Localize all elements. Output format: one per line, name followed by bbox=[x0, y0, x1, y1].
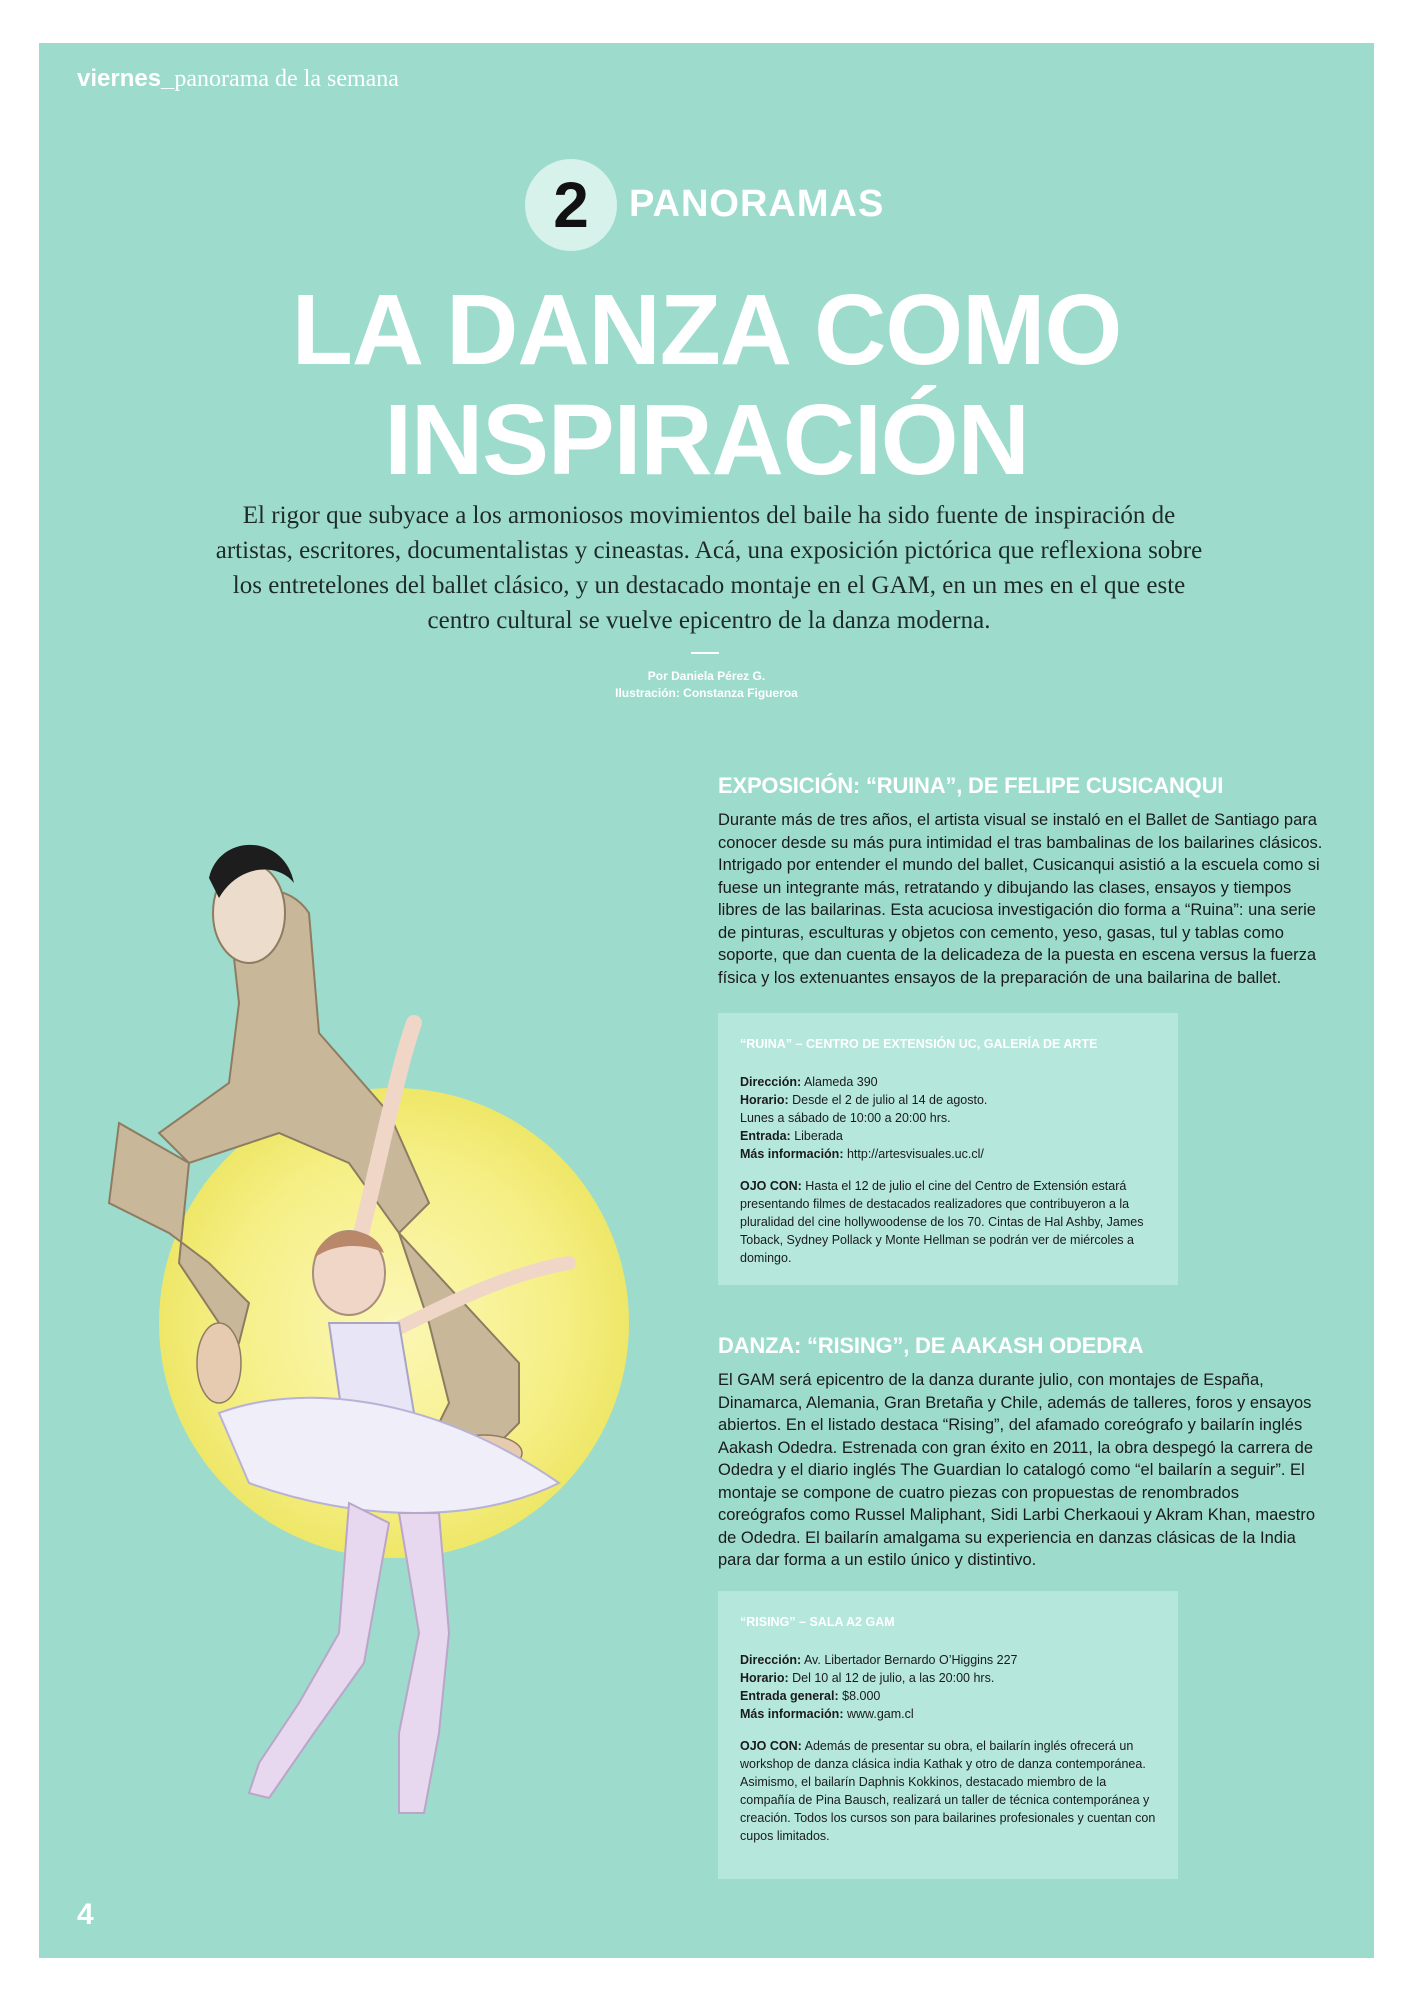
label-info: Más información: bbox=[740, 1147, 844, 1161]
value-entrada: Liberada bbox=[794, 1129, 843, 1143]
value-horario-2: Lunes a sábado de 10:00 a 20:00 hrs. bbox=[740, 1111, 951, 1125]
label-direccion: Dirección: bbox=[740, 1075, 802, 1089]
label-horario: Horario: bbox=[740, 1093, 789, 1107]
label-direccion: Dirección: bbox=[740, 1653, 802, 1667]
lead-paragraph: El rigor que subyace a los armoniosos movimientos del baile ha sido fuente de inspiración de artistas, escritores, documentalistas y cineastas. Acá, una exposición pictórica que reflexiona sobre los entretelones del ballet clásico, y un destacado montaje en el GAM, en un mes en el que este centro cultural se vuelve epicentro de la danza moderna. bbox=[215, 502, 1203, 634]
section-name: viernes_ bbox=[77, 65, 175, 92]
label-entrada: Entrada: bbox=[740, 1129, 791, 1143]
value-info-link[interactable]: http://artesvisuales.uc.cl/ bbox=[846, 1147, 984, 1161]
magazine-page bbox=[39, 43, 1374, 1958]
label-ojo-con: OJO CON: bbox=[740, 1739, 802, 1753]
value-horario: Del 10 al 12 de julio, a las 20:00 hrs. bbox=[792, 1671, 995, 1685]
divider bbox=[691, 652, 719, 654]
value-direccion: Alameda 390 bbox=[803, 1075, 878, 1089]
value-direccion: Av. Libertador Bernardo O’Higgins 227 bbox=[803, 1653, 1018, 1667]
badge-label: PANORAMAS bbox=[629, 183, 885, 225]
section-subtitle: panorama de la semana bbox=[174, 66, 399, 92]
section-header bbox=[77, 65, 399, 93]
value-ojo-con: Además de presentar su obra, el bailarín inglés ofrecerá un workshop de danza clásica india Kathak y otro de danza contemporánea. Asimismo, el bailarín Daphnis Kokkinos, destacado miembro de la compañía de Pina Bausch, realizará un taller de técnica contemporánea y creación. Todos los cursos son para bailarines profesionales y cuentan con cupos limitados. bbox=[740, 1739, 1156, 1843]
badge-number: 2 bbox=[553, 169, 589, 241]
title-line-2: INSPIRACIÓN bbox=[384, 384, 1029, 496]
article-ruina-body: Durante más de tres años, el artista visual se instaló en el Ballet de Santiago para conocer desde su más pura intimidad el tras bambalinas de los bailarines clásicos. Intrigado por entender el mundo del ballet, Cusicanqui asistió a la escuela como si fuese un integrante más, retratando y dibujando las clases, ensayos y tiempos libres de las bailarinas. Esta acuciosa investigación dio forma a “Ruina”: una serie de pinturas, esculturas y objetos con cemento, yeso, gasas, tul y tablas como soporte, que dan cuenta de la delicadeza de la puesta en escena versus la fuerza física y los extenuantes ensayos de la preparación de una bailarina de ballet. bbox=[718, 811, 1323, 987]
label-info: Más información: bbox=[740, 1707, 844, 1721]
article-ruina-heading: EXPOSICIÓN: “RUINA”, DE FELIPE CUSICANQUI bbox=[718, 773, 1224, 798]
dancers-illustration bbox=[99, 803, 719, 1893]
value-info-link[interactable]: www.gam.cl bbox=[846, 1707, 914, 1721]
value-ojo-con: Hasta el 12 de julio el cine del Centro de Extensión estará presentando filmes de destacados realizadores que contribuyeron a la pluralidad del cine hollywoodense de los 70. Cintas de Hal Ashby, James Toback, Sydney Pollack y Monte Hellman se podrán ver de miércoles a domingo. bbox=[740, 1179, 1144, 1265]
page-number: 4 bbox=[77, 1898, 94, 1931]
page-title bbox=[39, 275, 1374, 495]
panoramas-badge bbox=[525, 159, 617, 251]
article-rising-body: El GAM será epicentro de la danza durante julio, con montajes de España, Dinamarca, Alemania, Gran Bretaña y Chile, además de talleres, foros y ensayos abiertos. En el listado destaca “Rising”, del afamado coreógrafo y bailarín inglés Aakash Odedra. Estrenada con gran éxito en 2011, la obra despegó la carrera de Odedra y el diario inglés The Guardian lo catalogó como “el bailarín a seguir”. El montaje se compone de cuatro piezas con propuestas de renombrados coreógrafos como Russel Maliphant, Sidi Larbi Cherkaoui y Akram Khan, maestro de Odedra. El bailarín amalgama su experiencia en danzas clásicas de la India para dar forma a un estilo único y distintivo. bbox=[718, 1371, 1316, 1569]
info-box-rising-title: “RISING” – SALA A2 GAM bbox=[740, 1615, 895, 1629]
info-box-ruina-title: “RUINA” – CENTRO DE EXTENSIÓN UC, GALERÍA DE ARTE bbox=[740, 1037, 1098, 1051]
title-line-1: LA DANZA COMO bbox=[291, 274, 1122, 386]
info-box-rising bbox=[718, 1591, 1178, 1879]
label-entrada: Entrada general: bbox=[740, 1689, 839, 1703]
article-rising bbox=[718, 1333, 1328, 1572]
illustration-credit: Ilustración: Constanza Figueroa bbox=[615, 686, 798, 700]
author-credit: Por Daniela Pérez G. bbox=[647, 669, 766, 683]
article-rising-heading: DANZA: “RISING”, DE AAKASH ODEDRA bbox=[718, 1333, 1144, 1358]
ballerina-leg bbox=[249, 1503, 389, 1798]
value-entrada: $8.000 bbox=[842, 1689, 881, 1703]
label-horario: Horario: bbox=[740, 1671, 789, 1685]
label-ojo-con: OJO CON: bbox=[740, 1179, 802, 1193]
value-horario: Desde el 2 de julio al 14 de agosto. bbox=[792, 1093, 988, 1107]
ballerina-leg-2 bbox=[399, 1513, 449, 1813]
article-ruina bbox=[718, 773, 1328, 989]
info-box-ruina bbox=[718, 1013, 1178, 1285]
credits bbox=[39, 668, 1374, 702]
